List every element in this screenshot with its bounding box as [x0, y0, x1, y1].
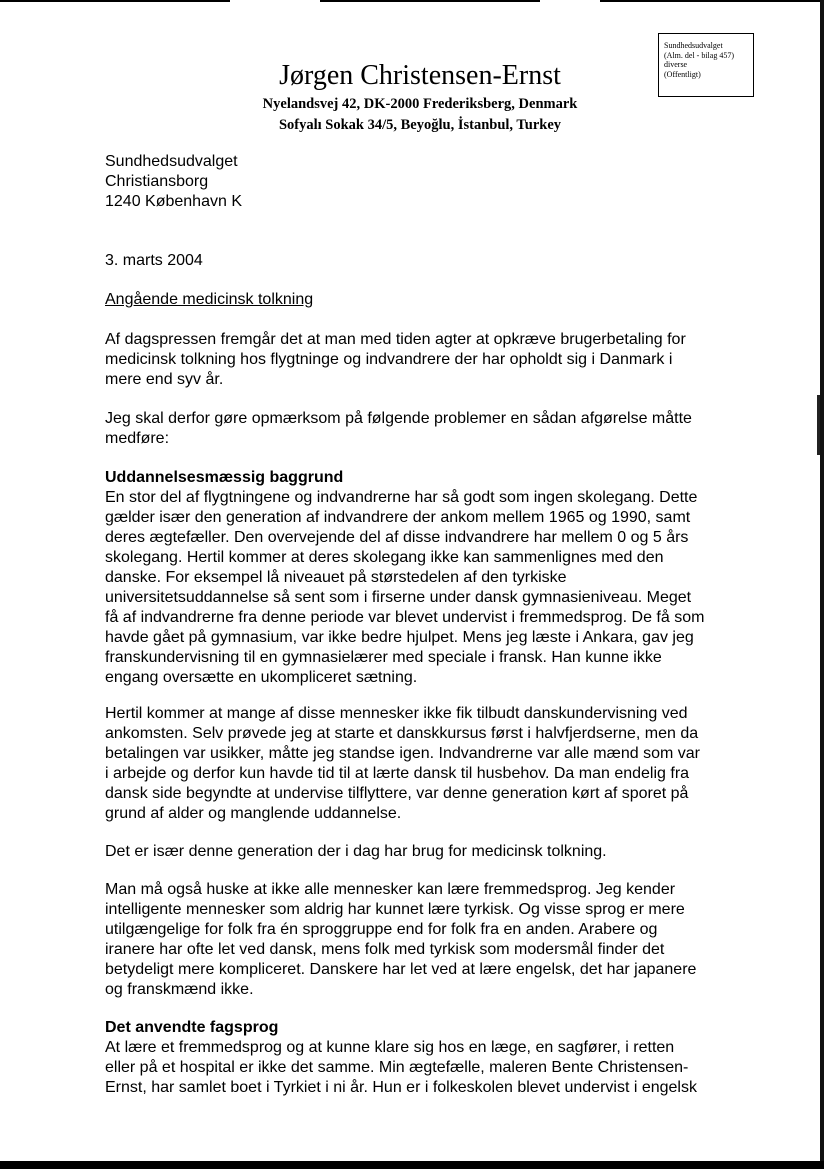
letter-date: 3. marts 2004 [105, 252, 203, 269]
paragraph-line: medføre: [105, 430, 170, 447]
paragraph [105, 330, 745, 390]
paragraph-line: iranere har ofte let ved dansk, mens folk med tyrkisk som modersmål finder det [105, 941, 665, 958]
paragraph-line: gælder især den generation af indvandrere der ankom mellem 1965 og 1990, samt [105, 509, 691, 526]
paragraph-line: engang oversætte en ukompliceret sætning. [105, 669, 418, 686]
paragraph-line: At lære et fremmedsprog og at kunne klare sig hos en læge, en sagfører, i retten [105, 1039, 675, 1056]
paragraph-line: medicinsk tolkning hos flygtninge og indvandrere der har opholdt sig i Danmark i [105, 351, 673, 368]
paragraph [105, 842, 745, 862]
paragraph [105, 488, 745, 688]
paragraph-line: En stor del af flygtningene og indvandrerne har så godt som ingen skolegang. Dette [105, 489, 698, 506]
paragraph-line: deres ægtefæller. Den overvejende del af disse indvandrere har mellem 0 og 5 års [105, 529, 689, 546]
paragraph-line: dansk side begyndte at undervise tilflyttere, var denne generation kørt af sporet på [105, 785, 689, 802]
paragraph-line: havde gået på gymnasium, var ikke bedre hjulpet. Mens jeg læste i Ankara, gav jeg [105, 629, 694, 646]
stamp-line: diverse [664, 60, 688, 69]
paragraph-line: Ernst, har samlet boet i Tyrkiet i ni år. Hun er i folkeskolen blevet undervist i engelsk [105, 1079, 697, 1096]
paragraph-line: danske. For eksempel lå niveauet på størstedelen af den tyrkiske [105, 569, 567, 586]
paragraph-line: utilgængelige for folk fra én sproggruppe end for folk fra en anden. Arabere og [105, 921, 658, 938]
paragraph-line: franskundervisning til en gymnasielærer med speciale i fransk. Han kunne ikke [105, 649, 662, 666]
stamp-line: Sundhedsudvalget [664, 41, 723, 50]
section-heading: Det anvendte fagsprog [105, 1019, 279, 1036]
paragraph [105, 704, 745, 824]
scan-border-gap [540, 0, 600, 2]
letterhead-address-2: Sofyalı Sokak 34/5, Beyoğlu, İstanbul, Turkey [278, 117, 562, 133]
letterhead-name: Jørgen Christensen-Ernst [279, 60, 561, 91]
paragraph-line: ankomsten. Selv prøvede jeg at starte et danskkursus først i halvfjerdserne, men da [105, 725, 699, 742]
letterhead-address-1: Nyelandsvej 42, DK-2000 Frederiksberg, Denmark [262, 96, 578, 112]
paragraph-line: og franskmænd ikke. [105, 981, 254, 998]
paragraph-line: Af dagspressen fremgår det at man med tiden agter at opkræve brugerbetaling for [105, 331, 686, 348]
recipient-line: Sundhedsudvalget [105, 153, 238, 170]
paragraph [105, 1038, 745, 1098]
paragraph-line: Jeg skal derfor gøre opmærksom på følgende problemer en sådan afgørelse måtte [105, 410, 692, 427]
scan-border-bottom [0, 1161, 824, 1169]
letter-subject: Angående medicinsk tolkning [105, 291, 314, 308]
paragraph-line: Man må også huske at ikke alle mennesker kan lære fremmedsprog. Jeg kender [105, 881, 676, 898]
paragraph [105, 409, 745, 449]
paragraph-line: eller på et hospital er ikke det samme. Min ægtefælle, maleren Bente Christensen- [105, 1059, 689, 1076]
paragraph-line: Hertil kommer at mange af disse mennesker ikke fik tilbudt danskundervisning ved [105, 705, 688, 722]
paragraph-line: skolegang. Hertil kommer at deres skolegang ikke kan sammenlignes med den [105, 549, 664, 566]
section-heading: Uddannelsesmæssig baggrund [105, 469, 344, 486]
scan-mark [817, 395, 820, 455]
paragraph-line: mere end syv år. [105, 371, 224, 388]
paragraph-line: Det er især denne generation der i dag har brug for medicinsk tolkning. [105, 843, 607, 860]
paragraph-line: betydeligt mere kompliceret. Danskere har let ved at lære engelsk, det har japanere [105, 961, 697, 978]
scan-border-right [820, 0, 824, 1169]
scan-border-top [0, 0, 824, 2]
recipient-line: 1240 København K [105, 193, 242, 210]
paragraph-line: betalingen var usikker, måtte jeg standse igen. Indvandrerne var alle mænd som var [105, 745, 700, 762]
recipient-line: Christiansborg [105, 173, 209, 190]
stamp-line: (Offentligt) [664, 69, 701, 79]
recipient-address [105, 152, 745, 212]
scan-border-gap [230, 0, 320, 2]
paragraph-line: intelligente mennesker som aldrig har kunnet lære tyrkisk. Og visse sprog er mere [105, 901, 685, 918]
paragraph-line: universitetsuddannelse så sent som i firserne under dansk gymnasieniveau. Meget [105, 589, 692, 606]
stamp-line: (Alm. del - bilag 457) [664, 50, 734, 60]
paragraph [105, 880, 745, 1000]
paragraph-line: få af indvandrerne fra denne periode var blevet undervist i fremmedsprog. De få som [105, 609, 705, 626]
paragraph-line: grund af alder og manglende uddannelse. [105, 805, 402, 822]
paragraph-line: i arbejde og derfor kun havde tid til at lærte dansk til husbehov. Da man endelig fra [105, 765, 690, 782]
